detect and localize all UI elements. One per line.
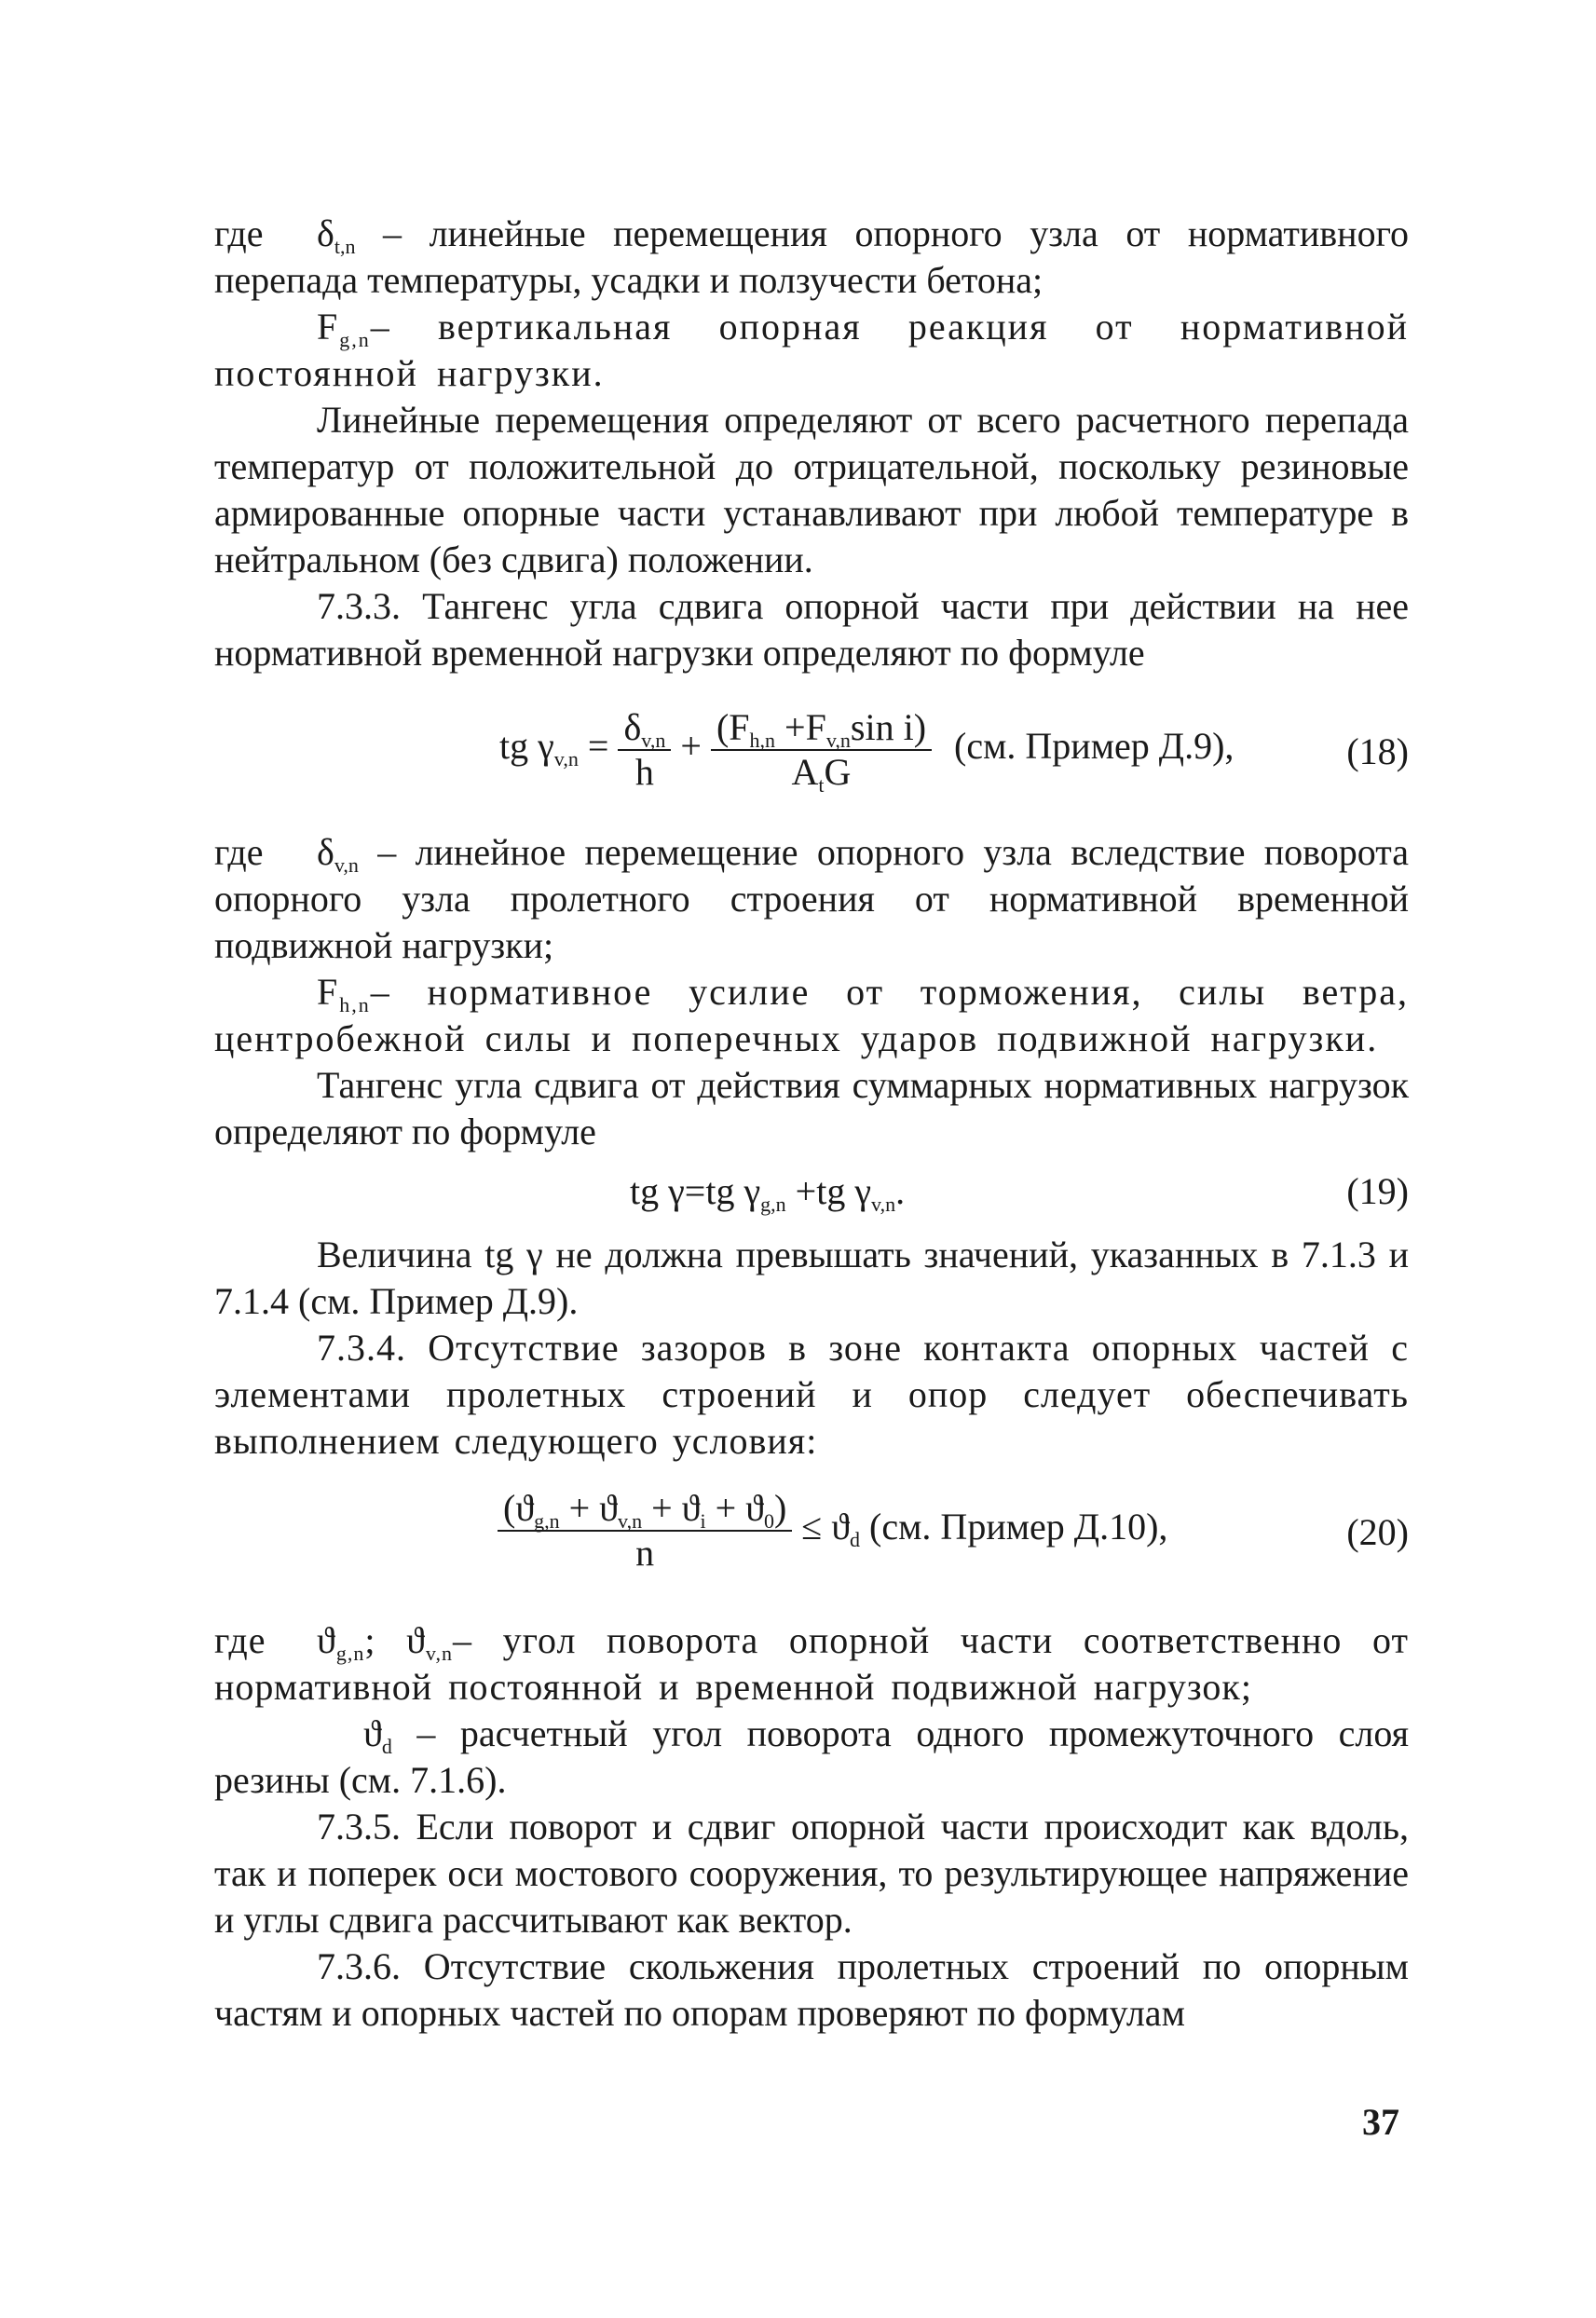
formula-number: (18): [1346, 730, 1409, 772]
paragraph-linear-displacements: Линейные перемещения определяют от всего расчетного перепада температур от положительной до отрицательной, поскольку резиновые армированные опорные части устанавливают при любой температуре в нейтральном (без сдвига) положении.: [214, 399, 1409, 580]
denominator-subscript: t: [818, 773, 825, 797]
symbol-subscript: g,n: [335, 1642, 365, 1665]
formula-subscript: v,n: [871, 1193, 896, 1216]
formula-reference: (см. Пример Д.10),: [860, 1506, 1168, 1548]
page-number: 37: [1362, 2101, 1399, 2143]
definition-text: – линейные перемещения опорного узла от нормативного перепада температуры, усадки и ползучести бетона;: [214, 212, 1409, 301]
definition-text: – вертикальная опорная реакция от нормативной постоянной нагрузки.: [214, 306, 1409, 394]
where-label: где: [214, 831, 264, 873]
numerator-part: (ϑ: [503, 1487, 535, 1529]
symbol-subscript: h,n: [339, 993, 371, 1016]
formula-number: (20): [1346, 1511, 1409, 1553]
fraction-delta-over-h: [618, 706, 671, 794]
paragraph-total-loads: Тангенс угла сдвига от действия суммарных нормативных нагрузок определяют по формуле: [214, 1064, 1409, 1152]
symbol: ϑ: [317, 1619, 336, 1661]
numerator-subscript: v,n: [618, 1509, 643, 1533]
fraction-angles-over-n: [498, 1487, 792, 1575]
symbol-separator: ;: [364, 1619, 407, 1661]
definition-text: – линейное перемещение опорного узла вследствие поворота опорного узла пролетного строения от нормативной временной подвижной нагрузки;: [214, 831, 1409, 966]
formula-20-body: [498, 1487, 1167, 1575]
definition-f-hn: [214, 969, 1409, 1062]
numerator-subscript: g,n: [534, 1509, 560, 1533]
symbol-subscript: v,n: [334, 853, 359, 877]
formula-subscript: g,n: [760, 1193, 786, 1216]
symbol-subscript: d: [381, 1735, 392, 1758]
symbol: ϑ: [406, 1619, 426, 1661]
numerator-part: sin i): [850, 706, 927, 748]
numerator-subscript: v,n: [825, 729, 851, 752]
definition-text: – нормативное усилие от торможения, силы ветра, центробежной силы и поперечных ударов подвижной нагрузки.: [214, 971, 1409, 1059]
formula-relation: ≤ ϑ: [792, 1506, 851, 1548]
definition-f-gn: [214, 304, 1409, 397]
formula-19-body: [630, 1168, 905, 1215]
symbol-subscript: t,n: [334, 235, 356, 258]
numerator-part: (F: [716, 706, 750, 748]
formula-part: +tg γ: [785, 1170, 871, 1212]
fraction-forces-over-ag: [711, 706, 932, 797]
symbol: δ: [317, 212, 334, 254]
paragraph-7-3-5: 7.3.5. Если поворот и сдвиг опорной части происходит как вдоль, так и поперек оси мостового сооружения, то результирующее напряжение и углы сдвига рассчитывают как вектор.: [214, 1806, 1409, 1941]
fraction-denominator: h: [634, 751, 654, 793]
formula-lhs: tg γ: [499, 725, 554, 768]
definition-theta-gn-vn: [214, 1617, 1409, 1711]
symbol: δ: [317, 831, 334, 873]
numerator-symbol: δ: [623, 706, 642, 748]
numerator-part: + ϑ: [642, 1487, 701, 1529]
definition-theta-d: [214, 1711, 1409, 1804]
definition-delta-vn: [214, 829, 1409, 969]
formula-20: [214, 1474, 1409, 1604]
paragraph-7-3-3: 7.3.3. Тангенс угла сдвига опорной части при действии на нее нормативной временной нагрузки определяют по формуле: [214, 585, 1409, 674]
document-page: [214, 211, 1409, 2037]
paragraph-tg-limit: Величина tg γ не должна превышать значений, указанных в 7.1.3 и 7.1.4 (см. Пример Д.9).: [214, 1234, 1409, 1322]
numerator-subscript: i: [700, 1509, 706, 1533]
paragraph-7-3-6: 7.3.6. Отсутствие скольжения пролетных строений по опорным частям и опорных частей по опорам проверяют по формулам: [214, 1945, 1409, 2034]
fraction-denominator: [711, 751, 932, 797]
numerator-subscript: v,n: [641, 729, 666, 752]
numerator-part: + ϑ: [705, 1487, 764, 1529]
symbol-subscript: g,n: [339, 328, 371, 351]
fraction-numerator: [618, 706, 671, 751]
formula-plus: +: [671, 725, 711, 768]
numerator-subscript: 0: [763, 1509, 774, 1533]
denominator-part: G: [824, 751, 852, 793]
fraction-numerator: [711, 706, 932, 751]
definition-text: – угол поворота опорной части соответственно от нормативной постоянной и временной подвижной нагрузок;: [214, 1619, 1409, 1708]
definition-text: – расчетный угол поворота одного промежуточного слоя резины (см. 7.1.6).: [214, 1712, 1409, 1801]
formula-lhs-subscript: v,n: [553, 747, 579, 771]
numerator-subscript: h,n: [749, 729, 776, 752]
where-label: где: [214, 1619, 266, 1661]
fraction-numerator: [498, 1487, 792, 1532]
definition-delta-tn: [214, 211, 1409, 304]
formula-19: [214, 1161, 1409, 1222]
formula-18-body: [499, 706, 1235, 797]
fraction-denominator: n: [635, 1532, 655, 1574]
symbol: F: [317, 971, 340, 1013]
numerator-part: ): [773, 1487, 787, 1529]
formula-number: (19): [1346, 1170, 1409, 1212]
formula-equals: =: [578, 725, 619, 768]
formula-18: [214, 686, 1409, 816]
formula-part: tg γ=tg γ: [630, 1170, 761, 1212]
symbol: F: [317, 306, 340, 348]
numerator-part: + ϑ: [559, 1487, 618, 1529]
paragraph-7-3-4: 7.3.4. Отсутствие зазоров в зоне контакта опорных частей с элементами пролетных строений и опор следует обеспечивать выполнением следующего условия:: [214, 1327, 1409, 1462]
numerator-part: +F: [775, 706, 826, 748]
formula-reference: (см. Пример Д.9),: [954, 725, 1235, 768]
formula-relation-subscript: d: [850, 1528, 861, 1552]
symbol: ϑ: [363, 1712, 382, 1754]
where-label: где: [214, 212, 264, 254]
symbol-subscript: v,n: [425, 1642, 453, 1665]
formula-part: .: [895, 1170, 906, 1212]
denominator-part: A: [791, 751, 819, 793]
